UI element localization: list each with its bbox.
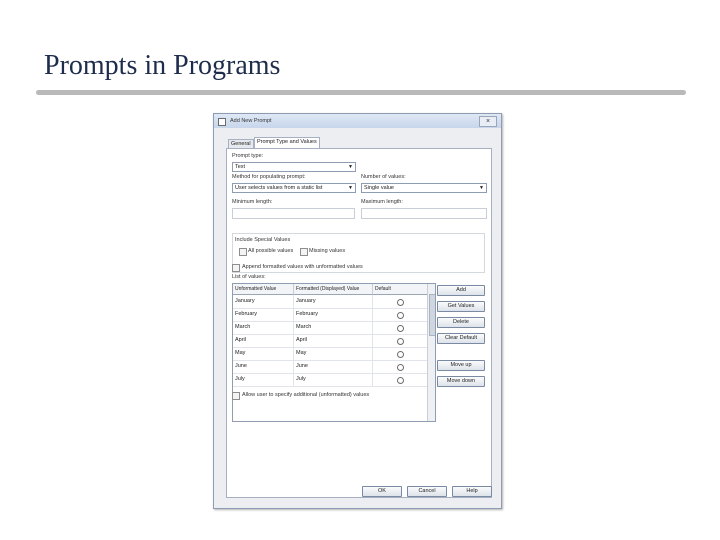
get-values-button[interactable]: Get Values (437, 301, 485, 312)
default-radio[interactable] (397, 325, 404, 332)
max-length-label: Maximum length: (361, 199, 403, 205)
missing-values-checkbox[interactable] (300, 248, 308, 256)
num-values-select[interactable] (361, 183, 487, 193)
table-scrollbar[interactable] (427, 284, 435, 421)
cancel-button[interactable]: Cancel (407, 486, 447, 497)
missing-values-label: Missing values (309, 248, 346, 254)
tab-general[interactable]: General (228, 139, 254, 149)
table-row[interactable] (233, 334, 427, 348)
unformatted-cell[interactable]: May (233, 347, 294, 360)
slide-title: Prompts in Programs (44, 50, 281, 81)
default-radio[interactable] (397, 351, 404, 358)
unformatted-cell[interactable]: July (233, 373, 294, 386)
tab-prompt-type-and-values[interactable]: Prompt Type and Values (254, 137, 320, 149)
dialog-title: Add New Prompt (230, 118, 272, 124)
unformatted-cell[interactable]: January (233, 295, 294, 308)
min-length-label: Minimum length: (232, 199, 273, 205)
table-row[interactable] (233, 373, 427, 387)
table-row[interactable] (233, 308, 427, 322)
prompt-type-select[interactable] (232, 162, 356, 172)
prompt-type-panel (226, 148, 492, 498)
column-header-unformatted[interactable]: Unformatted Value (233, 284, 294, 295)
method-select[interactable] (232, 183, 356, 193)
unformatted-cell[interactable]: June (233, 360, 294, 373)
close-icon[interactable]: × (479, 116, 497, 127)
move-up-button[interactable]: Move up (437, 360, 485, 371)
default-radio[interactable] (397, 299, 404, 306)
unformatted-cell[interactable]: March (233, 321, 294, 334)
default-radio[interactable] (397, 364, 404, 371)
default-radio[interactable] (397, 312, 404, 319)
chevron-down-icon: ▼ (348, 164, 353, 170)
unformatted-cell[interactable]: February (233, 308, 294, 321)
formatted-cell[interactable]: June (294, 360, 373, 373)
num-values-label: Number of values: (361, 174, 406, 180)
chevron-down-icon: ▼ (479, 185, 484, 191)
default-radio[interactable] (397, 377, 404, 384)
column-header-default[interactable]: Default (373, 284, 428, 295)
clear-default-button[interactable]: Clear Default (437, 333, 485, 344)
table-row[interactable] (233, 295, 427, 309)
max-length-input[interactable] (361, 208, 487, 219)
special-values-label: Include Special Values (235, 237, 291, 243)
formatted-cell[interactable]: February (294, 308, 373, 321)
help-button[interactable]: Help (452, 486, 492, 497)
delete-button[interactable]: Delete (437, 317, 485, 328)
ok-button[interactable]: OK (362, 486, 402, 497)
move-down-button[interactable]: Move down (437, 376, 485, 387)
allow-additional-label: Allow user to specify additional (unformatted) values (242, 392, 370, 398)
formatted-cell[interactable]: May (294, 347, 373, 360)
method-label: Method for populating prompt: (232, 174, 306, 180)
column-header-formatted[interactable]: Formatted (Displayed) Value (294, 284, 373, 295)
append-checkbox[interactable] (232, 264, 240, 272)
allow-additional-checkbox[interactable] (232, 392, 240, 400)
formatted-cell[interactable]: March (294, 321, 373, 334)
all-possible-label: All possible values (248, 248, 294, 254)
table-row[interactable] (233, 321, 427, 335)
scrollbar-thumb[interactable] (429, 294, 436, 336)
add-button[interactable]: Add (437, 285, 485, 296)
formatted-cell[interactable]: January (294, 295, 373, 308)
window-icon (218, 118, 226, 126)
formatted-cell[interactable]: July (294, 373, 373, 386)
unformatted-cell[interactable]: April (233, 334, 294, 347)
append-label: Append formatted values with unformatted values (242, 264, 363, 270)
add-new-prompt-dialog (213, 113, 502, 509)
all-possible-checkbox[interactable] (239, 248, 247, 256)
table-row[interactable] (233, 360, 427, 374)
formatted-cell[interactable]: April (294, 334, 373, 347)
title-divider (36, 90, 686, 95)
chevron-down-icon: ▼ (348, 185, 353, 191)
prompt-type-value: Text (235, 164, 246, 170)
table-row[interactable] (233, 347, 427, 361)
method-value: User selects values from a static list (235, 185, 323, 191)
num-values-value: Single value (364, 185, 394, 191)
prompt-type-label: Prompt type: (232, 153, 264, 159)
dialog-titlebar[interactable] (214, 114, 501, 128)
min-length-input[interactable] (232, 208, 355, 219)
default-radio[interactable] (397, 338, 404, 345)
values-table (232, 283, 436, 422)
list-of-values-label: List of values: (232, 274, 266, 280)
